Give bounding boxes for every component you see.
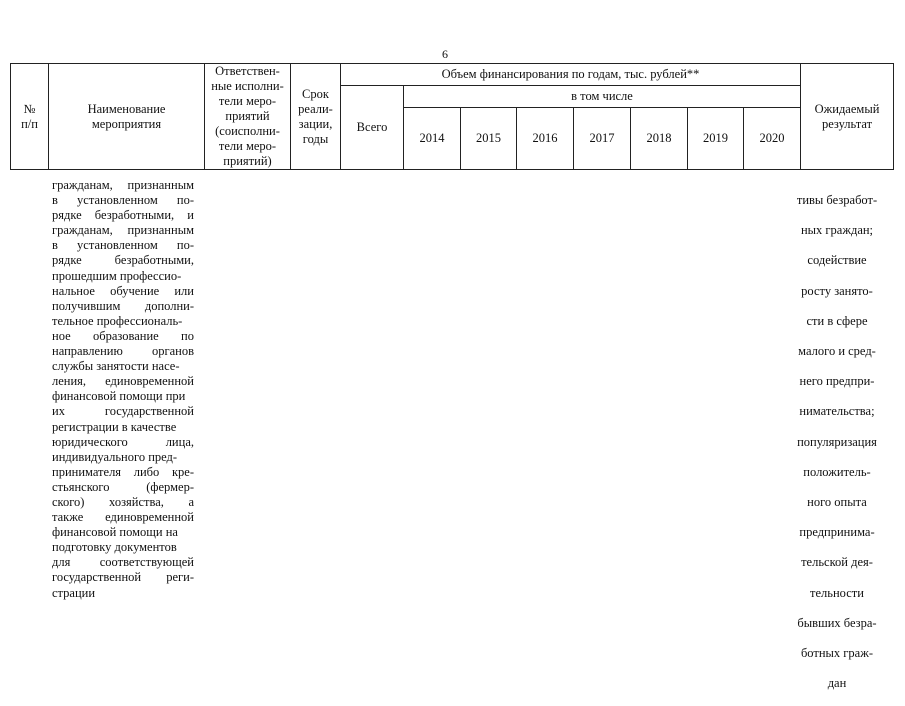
text-line: ного опыта — [807, 494, 867, 509]
text-line: нальное обучение или — [52, 283, 194, 298]
text-line: рядке безработными, — [52, 253, 194, 268]
text-line: гражданам, признанным — [52, 178, 194, 192]
text-line: предпринима- — [799, 525, 875, 540]
text-line: дан — [827, 676, 847, 691]
header-year: 2016 — [517, 108, 574, 170]
text-line: тельской дея- — [801, 555, 873, 570]
text-line: ное образование по — [52, 328, 194, 343]
header-funding: Объем финансирования по годам, тыс. рублей** — [341, 64, 801, 86]
text-line: подготовку документов — [52, 540, 177, 555]
text-line: страции — [52, 585, 96, 600]
text-line: финансовой помощи при — [52, 389, 186, 404]
header-year: 2018 — [631, 108, 688, 170]
header-year: 2020 — [744, 108, 801, 170]
text-line: индивидуального пред- — [52, 449, 178, 464]
header-term: Срок реали- зации, годы — [291, 64, 341, 170]
page-number: 6 — [442, 47, 448, 61]
text-line: финансовой помощи на — [52, 525, 178, 540]
measure-name-text — [52, 178, 194, 601]
header-responsible: Ответствен- ные исполни- тели меро- приятий (соисполни- тели меро- приятий) — [205, 64, 291, 170]
text-line: рядке безработными, и — [52, 208, 194, 223]
text-line: их государственной — [52, 404, 194, 419]
text-line: направлению органов — [52, 344, 194, 359]
header-year: 2015 — [461, 108, 517, 170]
text-line: ления, единовременной — [52, 374, 194, 389]
text-line: прошедшим профессио- — [52, 268, 182, 283]
expected-result-text — [792, 178, 882, 706]
text-line: него предпри- — [799, 374, 875, 389]
text-line: малого и сред- — [798, 344, 876, 359]
text-line: содействие — [807, 253, 867, 268]
header-no: № п/п — [11, 64, 49, 170]
text-line: в установленном по- — [52, 238, 194, 253]
text-line: в установленном по- — [52, 193, 194, 208]
text-line: тивы безработ- — [796, 193, 878, 208]
text-line: бывших безра- — [797, 615, 877, 630]
header-including: в том числе — [404, 86, 801, 108]
text-line: тельности — [810, 585, 864, 600]
header-year: 2019 — [688, 108, 744, 170]
text-line: ных граждан; — [800, 223, 874, 238]
header-year: 2017 — [574, 108, 631, 170]
header-year: 2014 — [404, 108, 461, 170]
text-line: ботных граж- — [800, 645, 874, 660]
text-line: регистрации в качестве — [52, 419, 177, 434]
text-line: государственной реги- — [52, 570, 194, 585]
text-line: положитель- — [803, 464, 871, 479]
text-line: тельное профессиональ- — [52, 313, 183, 328]
text-line: принимателя либо кре- — [52, 464, 194, 479]
header-total: Всего — [341, 86, 404, 170]
table-header — [10, 63, 894, 170]
text-line: для соответствующей — [52, 555, 194, 570]
text-line: юридического лица, — [52, 434, 194, 449]
text-line: получившим дополни- — [52, 298, 194, 313]
text-line: сти в сфере — [806, 313, 868, 328]
text-line: гражданам, признанным — [52, 223, 194, 238]
header-name: Наименование мероприятия — [49, 64, 205, 170]
text-line: стьянского (фермер- — [52, 479, 194, 494]
text-line: росту занято- — [801, 283, 873, 298]
text-line: нимательства; — [799, 404, 875, 419]
text-line: также единовременной — [52, 510, 194, 525]
text-line: службы занятости насе- — [52, 359, 180, 374]
text-line: популяризация — [797, 434, 877, 449]
header-result: Ожидаемый результат — [801, 64, 894, 170]
text-line: ского) хозяйства, а — [52, 494, 194, 509]
